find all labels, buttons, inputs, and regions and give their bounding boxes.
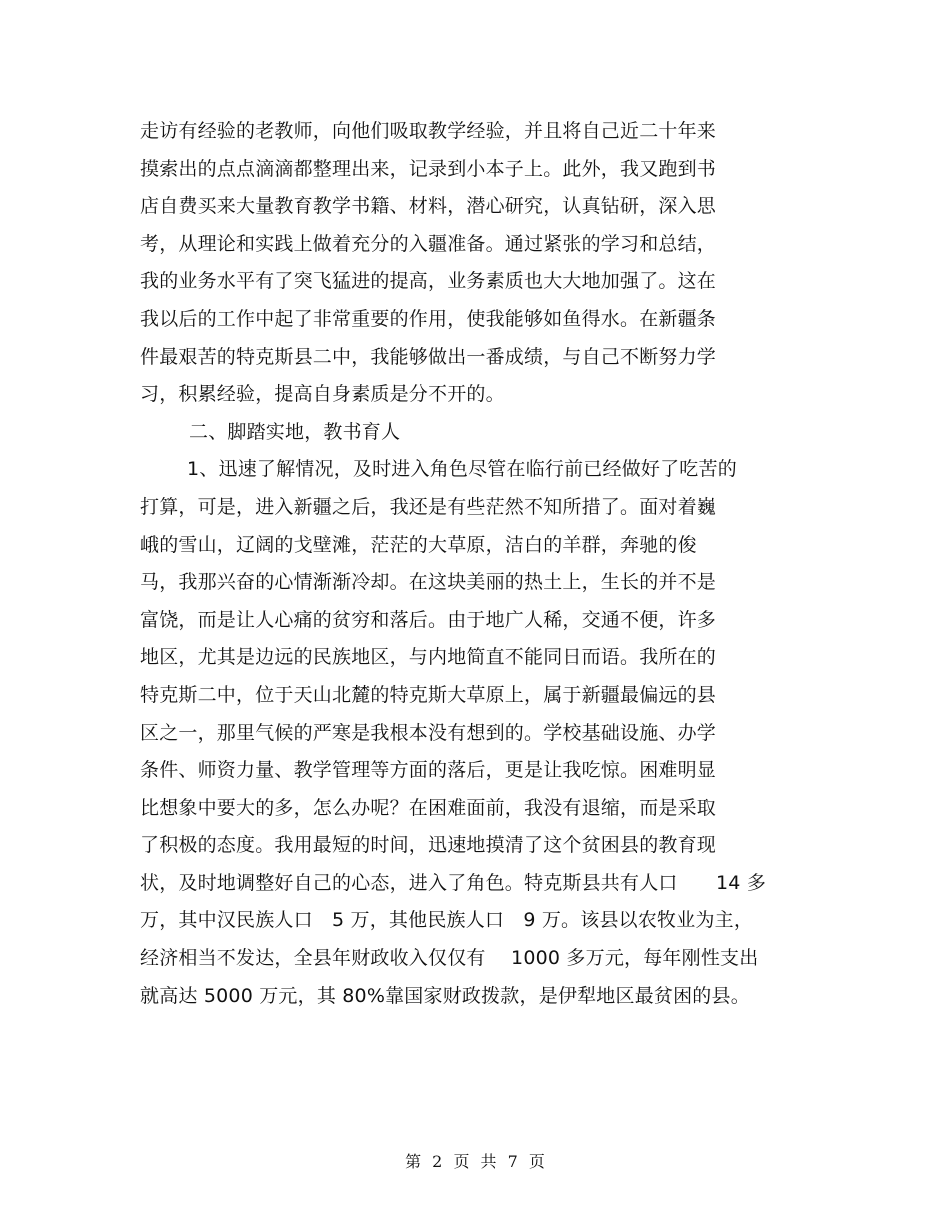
- section-heading: 二、脚踏实地，教书育人: [189, 420, 401, 443]
- page-number-footer: 第 2 页 共 7 页: [405, 1152, 545, 1171]
- text-line: 就高达 5000 万元，其 80%靠国家财政拨款，是伊犁地区最贫困的县。: [140, 984, 750, 1007]
- text-line: 富饶，而是让人心痛的贫穷和落后。由于地广人稀，交通不便，许多: [140, 608, 717, 631]
- text-line: 打算，可是，进入新疆之后，我还是有些茫然不知所措了。面对着巍: [140, 495, 717, 518]
- text-line: 比想象中要大的多，怎么办呢？在困难面前，我没有退缩，而是采取: [140, 796, 717, 819]
- text-line: 考，从理论和实践上做着充分的入疆准备。通过紧张的学习和总结，: [140, 232, 717, 255]
- text-line: 走访有经验的老教师，向他们吸取教学经验，并且将自己近二十年来: [140, 120, 717, 142]
- text-line: 我的业务水平有了突飞猛进的提高，业务素质也大大地加强了。这在: [140, 270, 717, 293]
- text-line: 地区，尤其是边远的民族地区，与内地简直不能同日而语。我所在的: [140, 646, 717, 669]
- text-line: 峨的雪山，辽阔的戈壁滩，茫茫的大草原，洁白的羊群，奔驰的俊: [140, 533, 697, 556]
- text-line: 马，我那兴奋的心情渐渐冷却。在这块美丽的热土上，生长的并不是: [140, 571, 717, 594]
- text-line: 1、迅速了解情况，及时进入角色尽管在临行前已经做好了吃苦的: [187, 458, 737, 481]
- text-line: 经济相当不发达，全县年财政收入仅仅有 1000 多万元，每年刚性支出: [140, 947, 759, 970]
- text-line: 我以后的工作中起了非常重要的作用，使我能够如鱼得水。在新疆条: [140, 307, 717, 330]
- text-line: 店自费买来大量教育教学书籍、材料，潜心研究，认真钻研，深入思: [140, 195, 717, 218]
- text-line: 了积极的态度。我用最短的时间，迅速地摸清了这个贫困县的教育现: [140, 834, 717, 857]
- text-line: 习，积累经验，提高自身素质是分不开的。: [140, 383, 505, 406]
- text-line: 区之一，那里气候的严寒是我根本没有想到的。学校基础设施、办学: [140, 721, 717, 744]
- text-line: 万，其中汉民族人口 5 万，其他民族人口 9 万。该县以农牧业为主，: [140, 909, 754, 932]
- text-line: 特克斯二中，位于天山北麓的特克斯大草原上，属于新疆最偏远的县: [140, 683, 717, 706]
- body-text: [140, 113, 820, 1015]
- text-line: 条件、师资力量、教学管理等方面的落后，更是让我吃惊。困难明显: [140, 759, 717, 782]
- text-line: 件最艰苦的特克斯县二中，我能够做出一番成绩，与自己不断努力学: [140, 345, 717, 368]
- text-line: 摸索出的点点滴滴都整理出来，记录到小本子上。此外，我又跑到书: [140, 157, 717, 180]
- text-line: 状，及时地调整好自己的心态，进入了角色。特克斯县共有人口 14 多: [140, 871, 767, 894]
